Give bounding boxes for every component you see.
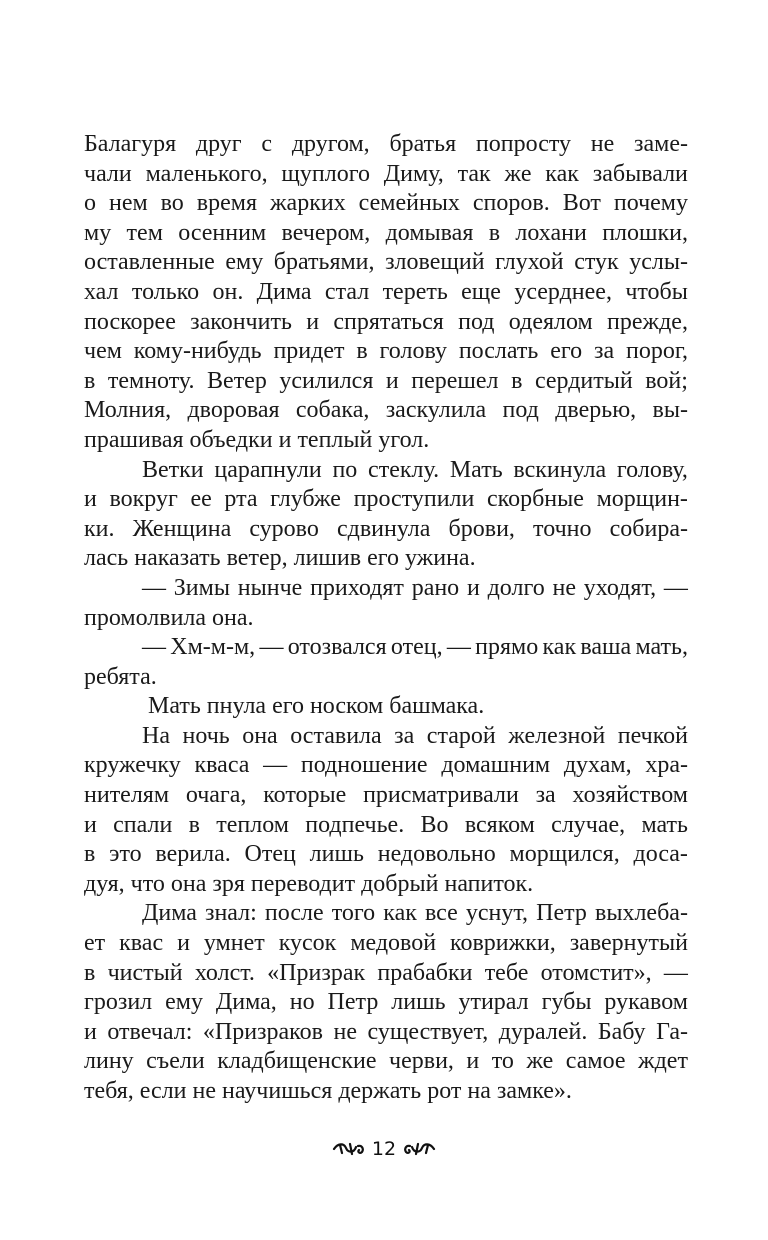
text-line: ребята. [84, 663, 157, 690]
ornament-left-icon [332, 1141, 366, 1157]
text-line: и вокруг ее рта глубже проступили скорбные морщин- [84, 486, 688, 513]
text-line: чем кому-нибудь придет в голову послать его за порог, [84, 338, 688, 365]
text-line: грозил ему Дима, но Петр лишь утирал губы рукавом [84, 989, 688, 1016]
text-line: дуя, что она зря переводит добрый напиток. [84, 870, 534, 897]
page-footer [0, 1138, 768, 1160]
text-line: в темноту. Ветер усилился и перешел в сердитый вой; [84, 367, 688, 394]
text-line: ки. Женщина сурово сдвинула брови, точно собира- [84, 515, 688, 542]
text-line: На ночь она оставила за старой железной печкой [142, 722, 688, 749]
text-line: лась наказать ветер, лишив его ужина. [84, 545, 476, 572]
text-line: Балагуря друг с другом, братья попросту не заме- [84, 131, 688, 157]
text-line: — Зимы нынче приходят рано и долго не уходят, — [142, 574, 688, 601]
text-line: хал только он. Дима стал тереть еще усерднее, чтобы [84, 278, 688, 305]
text-line: промолвила она. [84, 604, 254, 631]
text-line: и спали в теплом подпечье. Во всяком случае, мать [84, 811, 688, 838]
text-line: чали маленького, щуплого Диму, так же как забывали [84, 160, 688, 187]
text-line: и отвечал: «Призраков не существует, дуралей. Бабу Га- [84, 1018, 688, 1045]
text-line: Мать пнула его носком башмака. [148, 693, 485, 720]
page-number: 12 [371, 1138, 397, 1160]
text-line: в чистый холст. «Призрак прабабки тебе отомстит», — [84, 959, 688, 986]
body-text [84, 130, 688, 1107]
text-line: тебя, если не научишься держать рот на замке». [84, 1078, 572, 1104]
text-line: — Хм-м-м, — отозвался отец, — прямо как ваша мать, [142, 634, 688, 661]
text-line: Молния, дворовая собака, заскулила под дверью, вы- [84, 397, 688, 424]
text-line: му тем осенним вечером, домывая в лохани плошки, [84, 219, 688, 246]
text-line: лину съели кладбищенские черви, и то же самое ждет [84, 1048, 688, 1075]
text-line: о нем во время жарких семейных споров. Вот почему [84, 190, 688, 217]
text-line: нителям очага, которые присматривали за хозяйством [84, 782, 688, 809]
text-line: Ветки царапнули по стеклу. Мать вскинула голову, [142, 456, 688, 483]
text-line: кружечку кваса — подношение домашним духам, хра- [84, 752, 688, 779]
text-line: поскорее закончить и спрятаться под одеялом прежде, [84, 308, 688, 335]
ornament-right-icon [402, 1141, 436, 1157]
text-line: Дима знал: после того как все уснут, Петр выхлеба- [142, 900, 688, 927]
text-line: ет квас и умнет кусок медовой коврижки, завернутый [84, 930, 688, 957]
text-line: прашивая объедки и теплый угол. [84, 426, 430, 453]
text-line: оставленные ему братьями, зловещий глухой стук услы- [84, 249, 688, 276]
text-line: в это верила. Отец лишь недовольно морщился, доса- [84, 841, 688, 868]
